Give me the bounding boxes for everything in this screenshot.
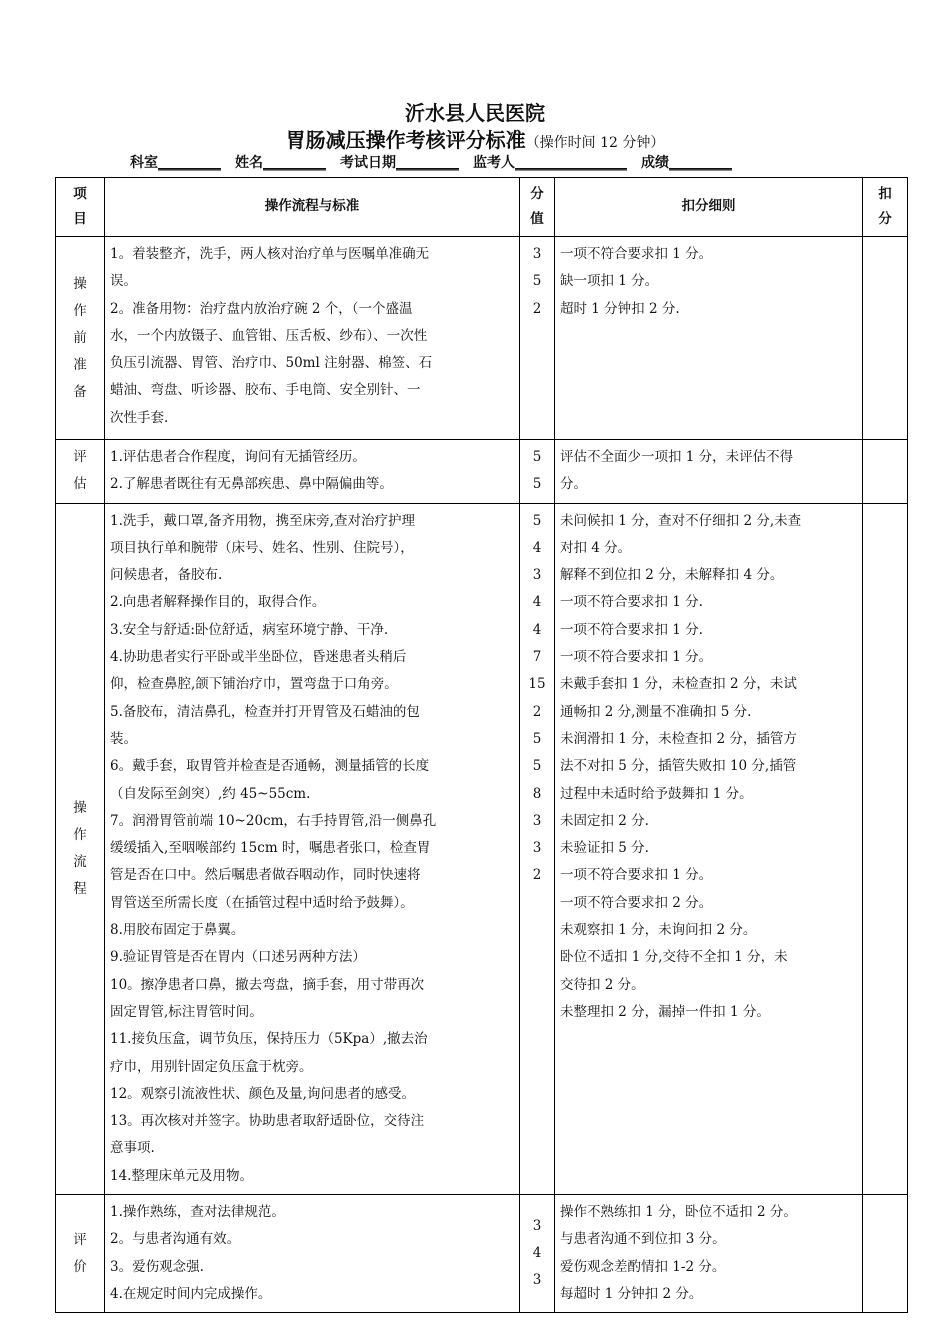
process-line: 8.用胶布固定于鼻翼。 [110, 922, 245, 939]
section-name-char: 流 [73, 853, 87, 870]
document-title [0, 124, 950, 153]
field-blank: _________ [263, 155, 326, 171]
hospital-name: 沂水县人民医院 [405, 101, 545, 125]
process-line: 次性手套. [110, 409, 169, 426]
score-value: 5 [532, 730, 542, 747]
section-name-char: 作 [73, 302, 87, 319]
process-line: 1。着装整齐，洗手，两人核对治疗单与医嘱单准确无 [110, 246, 430, 262]
score-cell [520, 440, 555, 504]
title-text: 胃肠减压操作考核评分标准 [285, 128, 526, 152]
rule-line: 未润滑扣 1 分，未检查扣 2 分，插管方 [560, 730, 797, 747]
process-line: 蜡油、弯盘、听诊器、胶布、手电筒、安全别针、一 [110, 382, 421, 399]
process-line: 2。准备用物：治疗盘内放治疗碗 2 个，（一个盛温 [110, 300, 413, 317]
score-value: 3 [532, 1217, 542, 1234]
score-value: 5 [532, 476, 542, 493]
rule-line: 未验证扣 5 分. [560, 840, 649, 857]
table-row [56, 237, 908, 440]
score-value: 2 [532, 703, 542, 720]
section-name-char: 评 [73, 449, 87, 466]
section-name-char: 前 [73, 329, 87, 346]
score-value: 3 [532, 812, 542, 829]
section-name [56, 237, 105, 440]
score-value: 4 [532, 539, 542, 556]
section-name-char: 操 [73, 799, 87, 816]
process-line: 3.安全与舒适:卧位舒适，病室环境宁静、干净. [110, 621, 389, 638]
field-3 [473, 155, 627, 171]
deduct-cell [863, 1195, 908, 1313]
score-cell [520, 237, 555, 440]
col-process-header: 操作流程与标准 [105, 178, 520, 237]
process-line: 问候患者，备胶布. [110, 567, 223, 584]
score-value: 5 [532, 512, 542, 529]
process-line: 5.备胶布，清洁鼻孔，检查并打开胃管及石蜡油的包 [110, 703, 420, 720]
field-blank: _________ [396, 155, 459, 171]
rule-line: 评估不全面少一项扣 1 分，未评估不得 [560, 449, 794, 465]
rule-line: 一项不符合要求扣 1 分。 [560, 649, 713, 666]
section-name-char: 操 [73, 275, 87, 292]
rule-line: 爱伤观念差酌情扣 1-2 分。 [560, 1258, 726, 1275]
score-value: 4 [532, 594, 542, 611]
rule-line: 未戴手套扣 1 分，未检查扣 2 分，未试 [560, 676, 797, 693]
section-name [56, 1195, 105, 1313]
rule-line: 一项不符合要求扣 1 分. [560, 621, 703, 638]
score-cell [520, 1195, 555, 1313]
rule-line: 分。 [560, 476, 587, 493]
field-blank: ________________ [515, 155, 627, 171]
field-4 [641, 155, 732, 171]
col-deduct-header: 扣 分 [863, 178, 908, 237]
process-line: 2.了解患者既往有无鼻部疾患、鼻中隔偏曲等。 [110, 476, 393, 493]
process-line: 1.洗手，戴口罩,备齐用物，携至床旁,查对治疗护理 [110, 512, 415, 529]
score-value: 3 [532, 840, 542, 857]
score-value: 8 [532, 785, 542, 802]
table-row [56, 503, 908, 1194]
score-value: 2 [532, 300, 542, 317]
col-rules-header: 扣分细则 [555, 178, 863, 237]
rule-line: 每超时 1 分钟扣 2 分。 [560, 1285, 703, 1302]
process-line: 误。 [110, 273, 137, 290]
rules-cell [555, 237, 863, 440]
score-value: 7 [532, 649, 542, 666]
process-line: 3。爱伤观念强. [110, 1258, 204, 1275]
field-label: 监考人 [473, 155, 515, 171]
score-value: 4 [532, 621, 542, 638]
col-score-header: 分 值 [520, 178, 555, 237]
rule-line: 缺一项扣 1 分。 [560, 273, 659, 290]
table-row [56, 1195, 908, 1313]
rule-line: 过程中未适时给予鼓舞扣 1 分。 [560, 785, 753, 802]
section-name-char: 估 [73, 476, 87, 493]
process-line: 水，一个内放镊子、血管钳、压舌板、纱布）、一次性 [110, 327, 428, 344]
section-name-char: 准 [73, 356, 87, 373]
rule-line: 对扣 4 分。 [560, 539, 632, 556]
field-label: 考试日期 [340, 155, 396, 171]
rule-line: 解释不到位扣 2 分，未解释扣 4 分。 [560, 567, 784, 584]
process-line: 10。擦净患者口鼻，撤去弯盘，摘手套，用寸带再次 [110, 976, 425, 993]
table-header-row [56, 178, 908, 237]
process-line: 7。润滑胃管前端 10~20cm，右手持胃管,沿一侧鼻孔 [110, 812, 437, 829]
process-line: 14.整理床单元及用物。 [110, 1167, 253, 1184]
field-label: 成绩 [641, 155, 669, 171]
rule-line: 交待扣 2 分。 [560, 976, 645, 993]
deduct-cell [863, 503, 908, 1194]
score-value: 2 [532, 867, 542, 884]
process-line: （自发际至剑突）,约 45~55cm. [110, 785, 311, 802]
field-blank: _________ [158, 155, 221, 171]
field-blank: _________ [669, 155, 732, 171]
rule-line: 一项不符合要求扣 2 分。 [560, 894, 713, 911]
process-line: 2。与患者沟通有效。 [110, 1231, 241, 1248]
rule-line: 与患者沟通不到位扣 3 分。 [560, 1231, 726, 1248]
section-name-char: 备 [73, 383, 87, 400]
process-line: 4.在规定时间内完成操作。 [110, 1285, 272, 1302]
process-line: 6。戴手套，取胃管并检查是否通畅，测量插管的长度 [110, 758, 430, 775]
section-name-char: 程 [73, 880, 87, 897]
rules-cell [555, 1195, 863, 1313]
process-line: 1.评估患者合作程度，询问有无插管经历。 [110, 449, 366, 465]
process-line: 装。 [110, 730, 137, 747]
process-line: 管是否在口中。然后嘱患者做吞咽动作，同时快速将 [110, 867, 421, 884]
process-line: 缓缓插入,至咽喉部约 15cm 时，嘱患者张口，检查胃 [110, 840, 431, 857]
rule-line: 未整理扣 2 分，漏掉一件扣 1 分。 [560, 1003, 770, 1020]
score-value: 15 [528, 676, 546, 693]
process-cell [105, 503, 520, 1194]
field-1 [235, 155, 326, 171]
score-value: 4 [532, 1244, 542, 1261]
field-0 [130, 155, 221, 171]
rule-line: 卧位不适扣 1 分,交待不全扣 1 分，未 [560, 949, 788, 966]
process-line: 2.向患者解释操作目的，取得合作。 [110, 594, 326, 611]
section-name-char: 评 [73, 1231, 87, 1248]
process-line: 意事项. [110, 1140, 155, 1157]
rule-line: 超时 1 分钟扣 2 分. [560, 300, 680, 317]
rule-line: 未问候扣 1 分，查对不仔细扣 2 分,未查 [560, 512, 802, 529]
process-line: 1.操作熟练，查对法律规范。 [110, 1204, 285, 1221]
rules-cell [555, 440, 863, 504]
rule-line: 通畅扣 2 分,测量不准确扣 5 分. [560, 703, 752, 720]
process-line: 仰，检查鼻腔,颌下铺治疗巾，置弯盘于口角旁。 [110, 676, 398, 693]
process-line: 4.协助患者实行平卧或半坐卧位，昏迷患者头稍后 [110, 649, 407, 666]
rules-cell [555, 503, 863, 1194]
rule-line: 未固定扣 2 分. [560, 812, 649, 829]
process-line: 疗巾，用别针固定负压盒于枕旁。 [110, 1058, 313, 1075]
process-line: 负压引流器、胃管、治疗巾、50ml 注射器、棉签、石 [110, 355, 433, 372]
col-item-header: 项 目 [56, 178, 105, 237]
section-name [56, 440, 105, 504]
process-line: 11.接负压盒，调节负压，保持压力（5Kpa）,撤去治 [110, 1031, 428, 1048]
score-value: 5 [532, 273, 542, 290]
rule-line: 一项不符合要求扣 1 分。 [560, 246, 713, 262]
process-line: 9.验证胃管是否在胃内（口述另两种方法） [110, 949, 366, 966]
score-value: 3 [532, 246, 542, 262]
rule-line: 未观察扣 1 分，未询问扣 2 分。 [560, 922, 757, 939]
field-2 [340, 155, 459, 171]
process-line: 13。再次核对并签字。协助患者取舒适卧位，交待注 [110, 1113, 425, 1130]
process-line: 胃管送至所需长度（在插管过程中适时给予鼓舞）。 [110, 894, 414, 911]
score-value: 5 [532, 758, 542, 775]
process-cell [105, 440, 520, 504]
exam-info-line [130, 152, 746, 172]
process-line: 项目执行单和腕带（床号、姓名、性别、住院号）， [110, 539, 414, 556]
score-value: 5 [532, 449, 542, 465]
scoring-table [55, 177, 908, 1313]
section-name-char: 价 [73, 1258, 87, 1275]
process-cell [105, 237, 520, 440]
score-value: 3 [532, 567, 542, 584]
rule-line: 法不对扣 5 分，插管失败扣 10 分,插管 [560, 758, 797, 775]
section-name-char: 作 [73, 826, 87, 843]
rule-line: 一项不符合要求扣 1 分。 [560, 867, 713, 884]
time-note: （操作时间 12 分钟） [525, 135, 665, 151]
field-label: 姓名 [235, 155, 263, 171]
section-name [56, 503, 105, 1194]
process-cell [105, 1195, 520, 1313]
score-value: 3 [532, 1272, 542, 1289]
process-line: 固定胃管,标注胃管时间。 [110, 1003, 263, 1020]
process-line: 12。观察引流液性状、颜色及量,询问患者的感受。 [110, 1085, 415, 1102]
deduct-cell [863, 237, 908, 440]
table-row [56, 440, 908, 504]
field-label: 科室 [130, 155, 158, 171]
rule-line: 一项不符合要求扣 1 分. [560, 594, 703, 611]
deduct-cell [863, 440, 908, 504]
score-cell [520, 503, 555, 1194]
rule-line: 操作不熟练扣 1 分，卧位不适扣 2 分。 [560, 1204, 797, 1221]
